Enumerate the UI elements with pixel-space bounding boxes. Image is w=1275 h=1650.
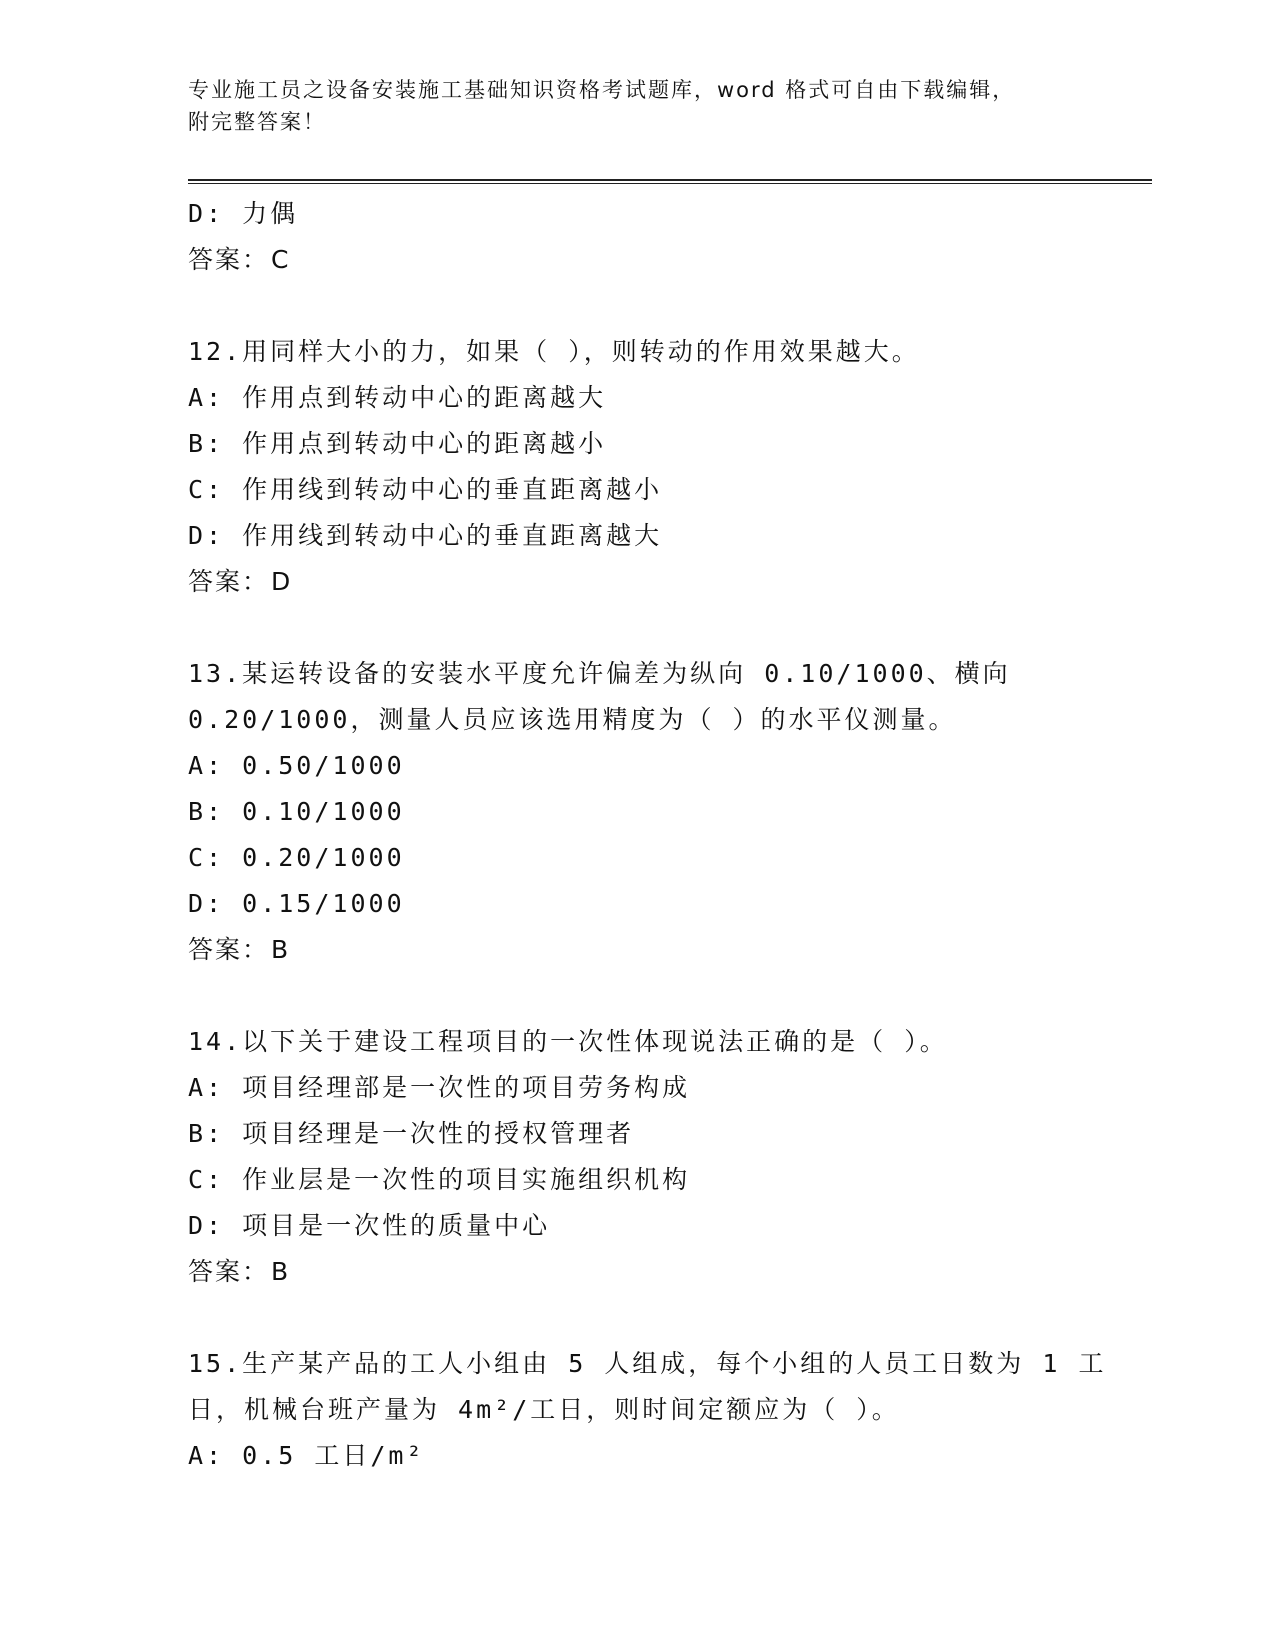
answer-value: B — [271, 935, 291, 964]
answer-label: 答案： — [188, 245, 270, 274]
option-a: A: 0.50/1000 — [188, 751, 405, 780]
document-header — [188, 74, 1068, 138]
answer-value: B — [271, 1257, 291, 1286]
answer-value: C — [271, 245, 291, 274]
option-c: C: 作业层是一次性的项目实施组织机构 — [188, 1165, 691, 1194]
question-14 — [188, 1019, 1088, 1295]
question-12 — [188, 329, 1088, 605]
option-d: D: 0.15/1000 — [188, 889, 405, 918]
spacer — [188, 973, 1088, 1019]
answer-line — [188, 1249, 1088, 1295]
option-b: B: 0.10/1000 — [188, 797, 405, 826]
spacer — [188, 283, 1088, 329]
previous-question-tail — [188, 191, 1088, 283]
question-text: 13.某运转设备的安装水平度允许偏差为纵向 0.10/1000、横向 — [188, 659, 1011, 688]
answer-line — [188, 237, 1088, 283]
answer-label: 答案： — [188, 567, 270, 596]
spacer — [188, 1295, 1088, 1341]
question-text: 14.以下关于建设工程项目的一次性体现说法正确的是（ ）。 — [188, 1027, 948, 1056]
answer-line — [188, 927, 1088, 973]
option-b: B: 作用点到转动中心的距离越小 — [188, 429, 607, 458]
option-a: A: 项目经理部是一次性的项目劳务构成 — [188, 1073, 691, 1102]
question-text: 12.用同样大小的力，如果（ ），则转动的作用效果越大。 — [188, 337, 920, 366]
answer-label: 答案： — [188, 935, 270, 964]
option-d: D: 项目是一次性的质量中心 — [188, 1211, 551, 1240]
header-divider-thin — [188, 183, 1152, 184]
question-15 — [188, 1341, 1107, 1479]
answer-line — [188, 559, 1088, 605]
question-text-continued: 日，机械台班产量为 4m²/工日，则时间定额应为（ ）。 — [188, 1395, 900, 1424]
option-a: A: 作用点到转动中心的距离越大 — [188, 383, 607, 412]
option-b: B: 项目经理是一次性的授权管理者 — [188, 1119, 635, 1148]
question-list — [188, 191, 1107, 1479]
header-line-2: 附完整答案！ — [188, 110, 326, 134]
spacer — [188, 605, 1088, 651]
answer-value: D — [271, 567, 293, 596]
option-d: D: 作用线到转动中心的垂直距离越大 — [188, 521, 663, 550]
answer-label: 答案： — [188, 1257, 270, 1286]
header-line-1: 专业施工员之设备安装施工基础知识资格考试题库，word 格式可自由下载编辑， — [188, 78, 1016, 102]
question-13 — [188, 651, 1088, 973]
option-d: D: 力偶 — [188, 199, 299, 228]
header-divider-thick — [188, 179, 1152, 181]
option-c: C: 作用线到转动中心的垂直距离越小 — [188, 475, 663, 504]
option-a: A: 0.5 工日/m² — [188, 1441, 425, 1470]
option-c: C: 0.20/1000 — [188, 843, 405, 872]
question-text: 15.生产某产品的工人小组由 5 人组成，每个小组的人员工日数为 1 工 — [188, 1349, 1107, 1378]
question-text-continued: 0.20/1000，测量人员应该选用精度为（ ）的水平仪测量。 — [188, 705, 957, 734]
